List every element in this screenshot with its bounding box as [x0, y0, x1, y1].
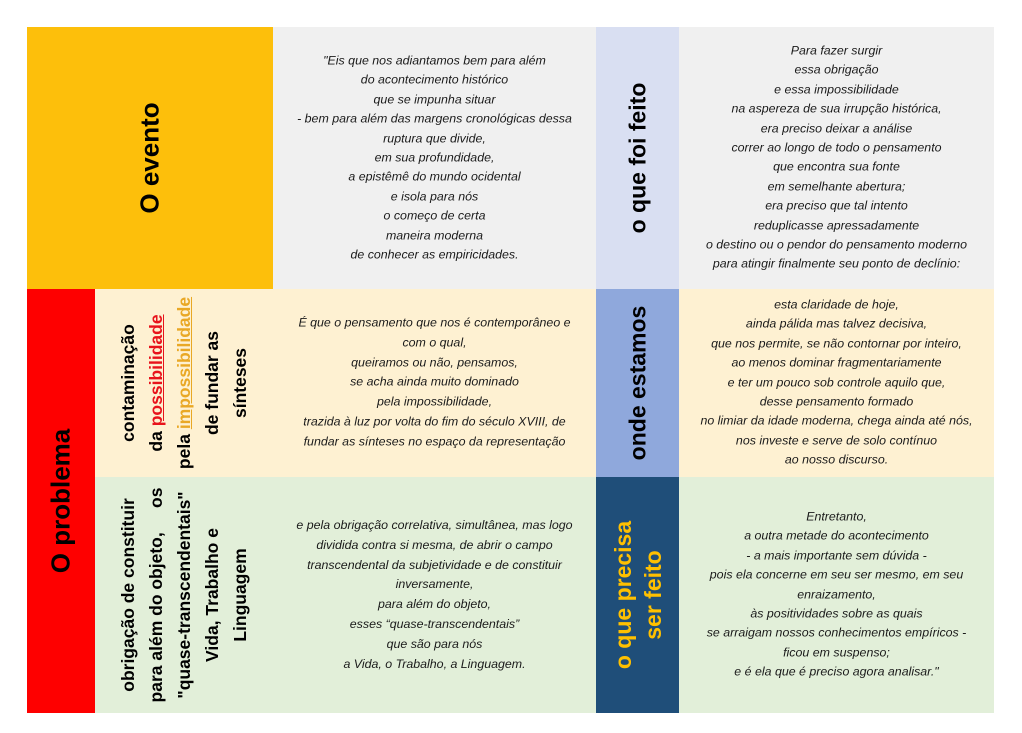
- quote-line: pela impossibilidade,: [376, 394, 493, 409]
- commentary-line: Para fazer surgir: [790, 43, 883, 58]
- commentary-line: na aspereza de sua irrupção histórica,: [731, 101, 942, 116]
- commentary-line: Entretanto,: [806, 509, 867, 524]
- commentary-line: em semelhante abertura;: [767, 179, 906, 194]
- commentary-line: para atingir finalmente seu ponto de declínio:: [712, 257, 961, 272]
- commentary-line: se arraigam nossos conhecimentos empíricos -: [706, 626, 967, 641]
- quote-line: maneira moderna: [385, 227, 484, 242]
- commentary-line: enraizamento,: [797, 587, 876, 602]
- obrigacao-line: "quase-transcendentais": [174, 491, 194, 699]
- onde-estamos-label: onde estamos: [624, 305, 650, 461]
- quote-line: em sua profundidade,: [374, 150, 495, 165]
- quote-line: "Eis que nos adiantamos bem para além: [323, 53, 546, 68]
- quote-line: que são para nós: [386, 636, 483, 651]
- contaminacao-da: da: [146, 426, 166, 452]
- impossibilidade-highlight: impossibilidade: [174, 296, 194, 430]
- commentary-line: pois ela concerne em seu ser mesmo, em seu: [709, 567, 964, 582]
- quote-line: inversamente,: [395, 577, 474, 592]
- quote-line: - bem para além das margens cronológicas dessa: [297, 111, 572, 126]
- obrigacao-line: para além do objeto, os: [146, 487, 166, 703]
- contaminacao-line-1: contaminação: [118, 324, 138, 442]
- contaminacao-pela: pela: [174, 429, 194, 470]
- commentary-line: ficou em suspenso;: [783, 645, 890, 660]
- o-que-precisa-line-1: o que precisa: [609, 520, 636, 670]
- onde-estamos-text: [679, 296, 994, 471]
- row2-quote-text: [273, 314, 596, 453]
- onde-estamos-text-cell: [679, 289, 994, 477]
- commentary-line: nos investe e serve de solo contínuo: [735, 433, 938, 448]
- quote-line: dividida contra si mesma, de abrir o campo: [316, 537, 553, 552]
- o-que-precisa-text: [679, 508, 994, 683]
- obrigacao-line: Vida, Trabalho e: [202, 528, 222, 662]
- commentary-line: desse pensamento formado: [759, 394, 914, 409]
- commentary-line: e ter um pouco sob controle aquilo que,: [727, 375, 946, 390]
- commentary-line: no limiar da idade moderna, chega ainda até nós,: [700, 414, 973, 429]
- quote-line: do acontecimento histórico: [360, 72, 509, 87]
- o-que-foi-feito-text: [679, 42, 994, 275]
- evento-quote-cell: [273, 27, 596, 289]
- quote-line: esses “quase-transcendentais”: [349, 616, 520, 631]
- onde-estamos-cell: [596, 289, 679, 477]
- quote-line: para além do objeto,: [378, 597, 491, 611]
- commentary-line: reduplicasse apressadamente: [753, 218, 920, 233]
- row3-quote-cell: [273, 477, 596, 713]
- quote-line: transcendental da subjetividade e de constituir: [307, 557, 562, 572]
- quote-line: se acha ainda muito dominado: [350, 375, 519, 390]
- possibilidade-highlight: possibilidade: [146, 314, 166, 427]
- quote-line: queiramos ou não, pensamos,: [351, 355, 518, 370]
- commentary-line: o destino ou o pendor do pensamento moderno: [705, 237, 968, 252]
- o-que-precisa-line-2: ser feito: [639, 550, 666, 640]
- commentary-line: ainda pálida mas talvez decisiva,: [745, 317, 928, 332]
- quote-line: É que o pensamento que nos é contemporâneo e: [298, 315, 571, 330]
- quote-line: com o qual,: [402, 335, 467, 350]
- commentary-line: era preciso que tal intento: [765, 198, 908, 213]
- commentary-line: correr ao longo de todo o pensamento: [731, 140, 942, 155]
- quote-line: o começo de certa: [383, 208, 486, 223]
- obrigacao-line: Linguagem: [230, 548, 250, 642]
- commentary-line: às positividades sobre as quais: [750, 606, 923, 621]
- quote-line: ruptura que divide,: [383, 130, 486, 145]
- contaminacao-cell: [95, 289, 273, 477]
- obrigacao-cell: [95, 477, 273, 713]
- quote-line: fundar as sínteses no espaço da representação: [303, 434, 566, 449]
- quote-line: de conhecer as empiricidades.: [350, 247, 519, 262]
- quote-line: a epistêmê do mundo ocidental: [348, 169, 521, 184]
- commentary-line: ao nosso discurso.: [784, 452, 889, 467]
- commentary-line: que encontra sua fonte: [773, 160, 900, 174]
- contaminacao-label: [114, 297, 254, 469]
- o-que-foi-feito-text-cell: [679, 27, 994, 289]
- commentary-line: era preciso deixar a análise: [760, 121, 913, 136]
- contaminacao-line-2: [142, 297, 170, 469]
- quote-line: a Vida, o Trabalho, a Linguagem.: [343, 656, 526, 671]
- evento-quote-text: [273, 51, 596, 264]
- commentary-line: e essa impossibilidade: [774, 82, 899, 97]
- row3-quote-text: [273, 516, 596, 674]
- quote-line: e pela obrigação correlativa, simultânea, mas logo: [296, 517, 573, 532]
- commentary-line: ao menos dominar fragmentariamente: [731, 355, 942, 370]
- o-que-foi-feito-cell: [596, 27, 679, 289]
- commentary-line: esta claridade de hoje,: [774, 297, 899, 312]
- obrigacao-line: obrigação de constituir: [118, 498, 138, 692]
- quote-line: que se impunha situar: [373, 92, 496, 107]
- commentary-line: que nos permite, se não contornar por inteiro,: [711, 336, 962, 351]
- evento-label: O evento: [134, 102, 165, 214]
- problema-label-cell: [27, 289, 95, 713]
- contaminacao-line-5: sínteses: [230, 347, 250, 419]
- row2-quote-cell: [273, 289, 596, 477]
- quote-line: e isola para nós: [390, 189, 479, 204]
- commentary-line: - a mais importante sem dúvida -: [746, 548, 927, 563]
- o-que-foi-feito-label: o que foi feito: [624, 82, 650, 234]
- obrigacao-label: [114, 488, 254, 703]
- contaminacao-line-4: de fundar as: [202, 330, 222, 436]
- commentary-line: essa obrigação: [794, 62, 879, 77]
- commentary-line: a outra metade do acontecimento: [744, 529, 929, 544]
- problema-label: O problema: [45, 428, 76, 574]
- quote-line: trazida à luz por volta do fim do século XVIII, de: [303, 414, 566, 429]
- commentary-line: e é ela que é preciso agora analisar.": [734, 664, 939, 679]
- contaminacao-line-3: [170, 297, 198, 469]
- evento-header-cell: [27, 27, 273, 289]
- o-que-precisa-label: [608, 521, 668, 669]
- o-que-precisa-cell: [596, 477, 679, 713]
- o-que-precisa-text-cell: [679, 477, 994, 713]
